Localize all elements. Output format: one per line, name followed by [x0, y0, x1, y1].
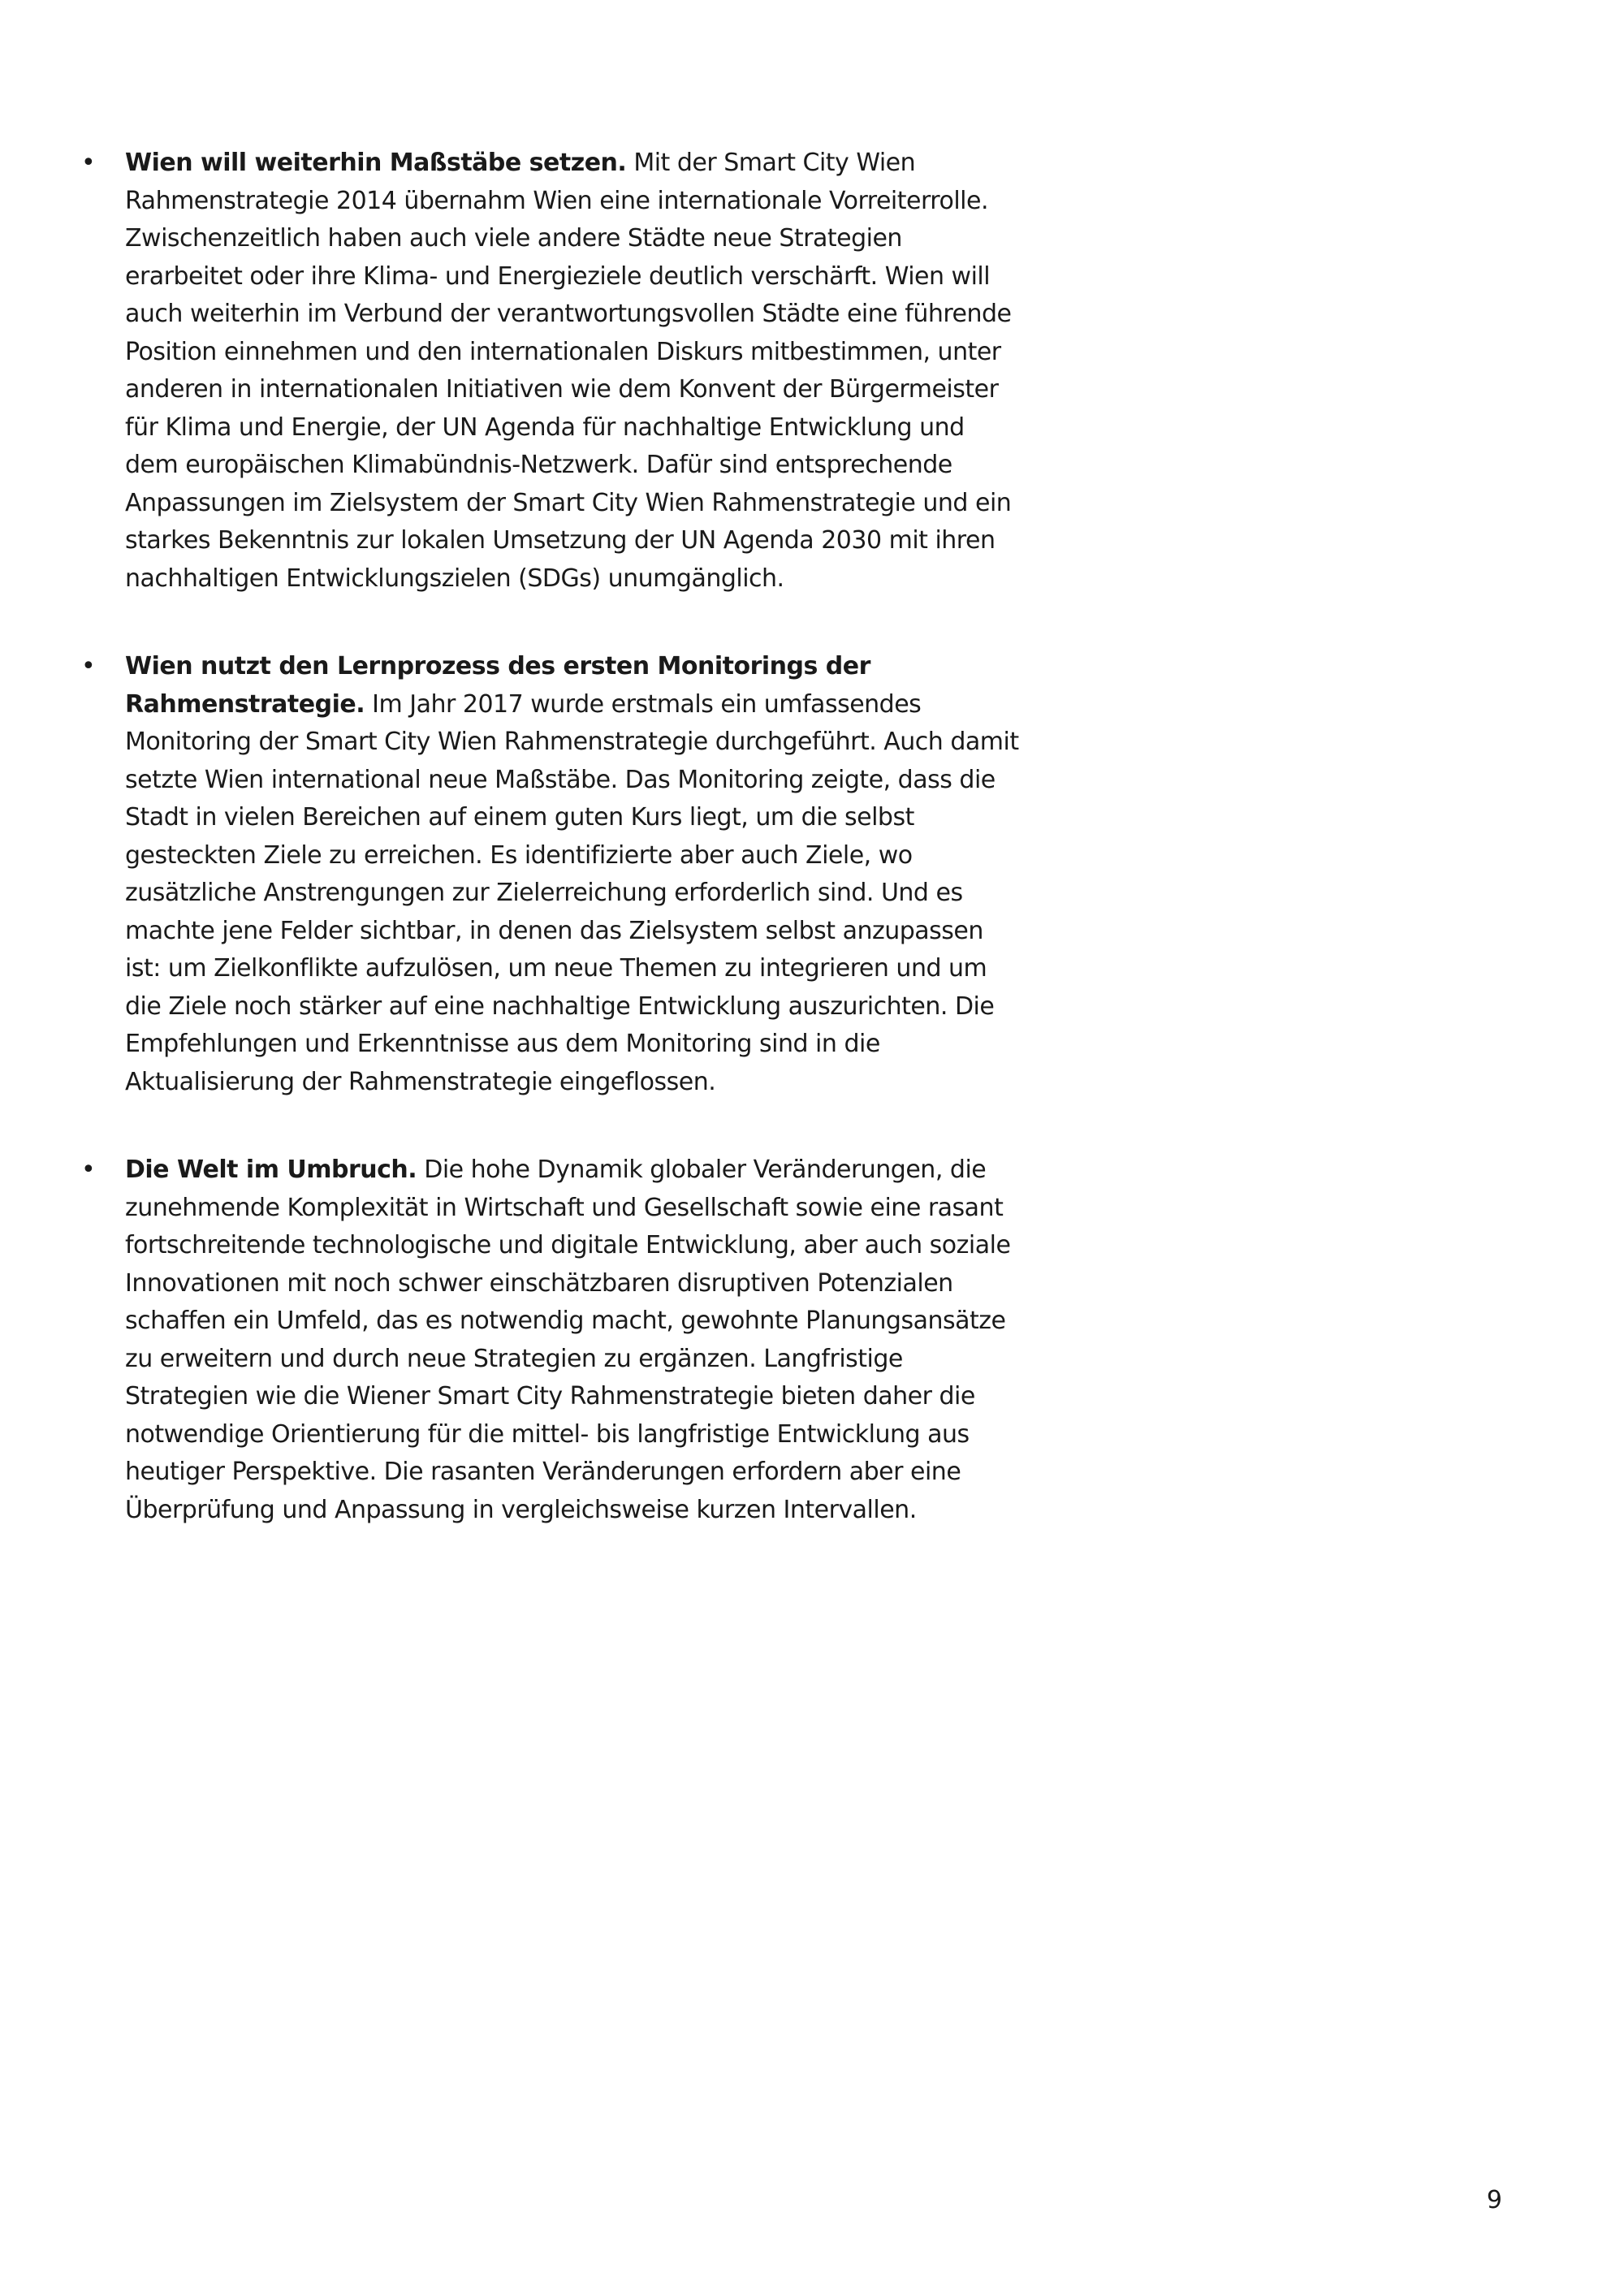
bullet-lead: Wien nutzt den Lernprozess des ersten Monitorings der Rahmenstrategie. — [125, 652, 870, 719]
bullet-lead: Die Welt im Umbruch. — [125, 1156, 417, 1184]
bullet-text: Mit der Smart City Wien Rahmenstrategie 2014 übernahm Wien eine internationale Vorreiterrolle. Zwischenzeitlich haben auch viele andere Städte neue Strategien erarbeitet oder ihre Klima- und Energieziele deutlich verschärft. Wien will auch weiterhin im Verbund der verantwortungsvollen Städte eine führende Position einnehmen und den internationalen Diskurs mitbestimmen, unter anderen in internationalen Initiativen wie dem Konvent der Bürgermeister für Klima und Energie, der UN Agenda für nachhaltige Entwicklung und dem europäischen Klimabündnis-Netzwerk. Dafür sind entsprechende Anpassungen im Zielsystem der Smart City Wien Rahmenstrategie und ein starkes Bekenntnis zur lokalen Umsetzung der UN Agenda 2030 mit ihren nachhaltigen Entwicklungszielen (SDGs) unumgänglich. — [125, 149, 1012, 593]
bullet-item-monitoring — [81, 648, 1023, 1101]
page-number: 9 — [1486, 2186, 1502, 2214]
bullet-icon: • — [81, 149, 96, 177]
bullet-icon: • — [81, 1156, 96, 1184]
bullet-item-upheaval — [81, 1151, 1023, 1529]
bullet-item-standards — [81, 145, 1023, 598]
bullet-icon: • — [81, 652, 96, 680]
bullet-text: Die hohe Dynamik globaler Veränderungen, die zunehmende Komplexität in Wirtschaft und Gesellschaft sowie eine rasant fortschreitende technologische und digitale Entwicklung, aber auch soziale Innovationen mit noch schwer einschätzbaren disruptiven Potenzialen schaffen ein Umfeld, das es notwendig macht, gewohnte Planungsansätze zu erweitern und durch neue Strategien zu ergänzen. Langfristige Strategien wie die Wiener Smart City Rahmenstrategie bieten daher die notwendige Orientierung für die mittel- bis langfristige Entwicklung aus heutiger Perspektive. Die rasanten Veränderungen erfordern aber eine Überprüfung und Anpassung in vergleichsweise kurzen Intervallen. — [125, 1156, 1011, 1524]
bullet-text: Im Jahr 2017 wurde erstmals ein umfassendes Monitoring der Smart City Wien Rahmenstrategie durchgeführt. Auch damit setzte Wien international neue Maßstäbe. Das Monitoring zeigte, dass die Stadt in vielen Bereichen auf einem guten Kurs liegt, um die selbst gesteckten Ziele zu erreichen. Es identifizierte aber auch Ziele, wo zusätzliche Anstrengungen zur Zielerreichung erforderlich sind. Und es machte jene Felder sichtbar, in denen das Zielsystem selbst anzupassen ist: um Zielkonflikte aufzulösen, um neue Themen zu integrieren und um die Ziele noch stärker auf eine nachhaltige Entwicklung auszurichten. Die Empfehlungen und Erkenntnisse aus dem Monitoring sind in die Aktualisierung der Rahmenstrategie eingeflossen. — [125, 689, 1019, 1096]
bullet-lead: Wien will weiterhin Maßstäbe setzen. — [125, 149, 627, 177]
bullet-list — [81, 145, 1023, 1529]
